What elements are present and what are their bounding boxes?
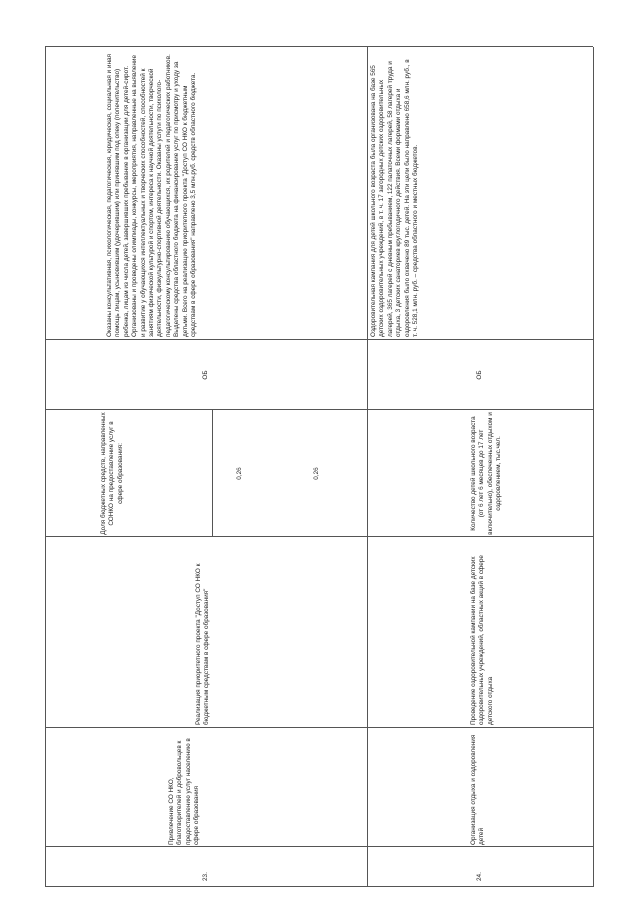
indicator-value: 0,26 — [235, 467, 243, 480]
executor-text: ОБ — [475, 370, 483, 380]
result-text: Оказаны консультативная, психологическая, педагогическая, юридическая, социальная и иная помощь лицам, усыновившим (удочерившим) или принявшим под опеку (попечительство) ребенка, лицам из числа детей, завершивших пребывание в организации для детей-сирот. Организованы и проведены олимпиады, конкурсы, мероприятия, направленные на выявление и развитие у обучающихся интеллектуальных и творческих способностей, способностей к занятиям физической культурой и спортом, интереса к научной деятельности, творческой деятельности, физкультурно-спортивной деятельности. Оказаны услуги по психолого-педагогическому консультированию обучающихся, их родителей и педагогических работников. Выделены средства областного бюджета на финансирование услуг по присмотру и уходу за детьми. Всего на реализацию приоритетного проекта "Доступ СО НКО к бюджетным средствам в сфере образования" направлено 3,5 млн.руб. средств областного бюджета. — [106, 53, 198, 337]
table-border-left — [45, 46, 593, 47]
executor-text: ОБ — [201, 370, 209, 380]
direction-text: Привлечение СО НКО, благотворителей и добровольцев к предоставлению услуг населению в сфере образования — [168, 738, 201, 845]
measure-text: Реализация приоритетного проекта "Доступ СО НКО к бюджетным средствам в сфере образования" — [195, 563, 211, 725]
row-number: 24. — [475, 872, 483, 881]
row-separator — [367, 47, 368, 887]
result-text: Оздоровительная кампания для детей школьного возраста была организована на базе 565 детских оздоровительных учреждений, в т. ч. 17 загородных детских оздоровительных лагерей, 365 лагерей с дневным пребыванием, 122 палаточных лагерей, 58 лагерей труда и отдыха, 3 детских санаториев круглогодичного действия. Всеми формами отдыха и оздоровления было охвачено 89 тыс. детей. На эти цели было направлено 658,6 млн. руб., в т. ч. 528,1 млн. руб. – средства областного и местных бюджетов. — [370, 59, 420, 337]
table-border-bottom — [593, 47, 594, 887]
indicator-text: Количество детей школьного возраста (от 6 лет 6 месяцев до 17 лет включительно), обеспеченных отдыхом и оздоровлением, тыс.чел. — [470, 412, 503, 535]
measure-text: Проведение оздоровительной кампании на базе детских оздоровительных учреждений, областных акций в сфере детского отдыха — [470, 555, 494, 725]
table-border-top — [45, 47, 46, 887]
row-number: 23. — [201, 872, 209, 881]
indicator-value: 0,26 — [313, 467, 321, 480]
col-separator — [45, 727, 593, 728]
indicator-text: Доля бюджетных средств, направленных СОНКО на предоставление услуг в сфере образования: — [100, 412, 124, 535]
direction-text: Организация отдыха и оздоровления детей — [470, 734, 486, 845]
